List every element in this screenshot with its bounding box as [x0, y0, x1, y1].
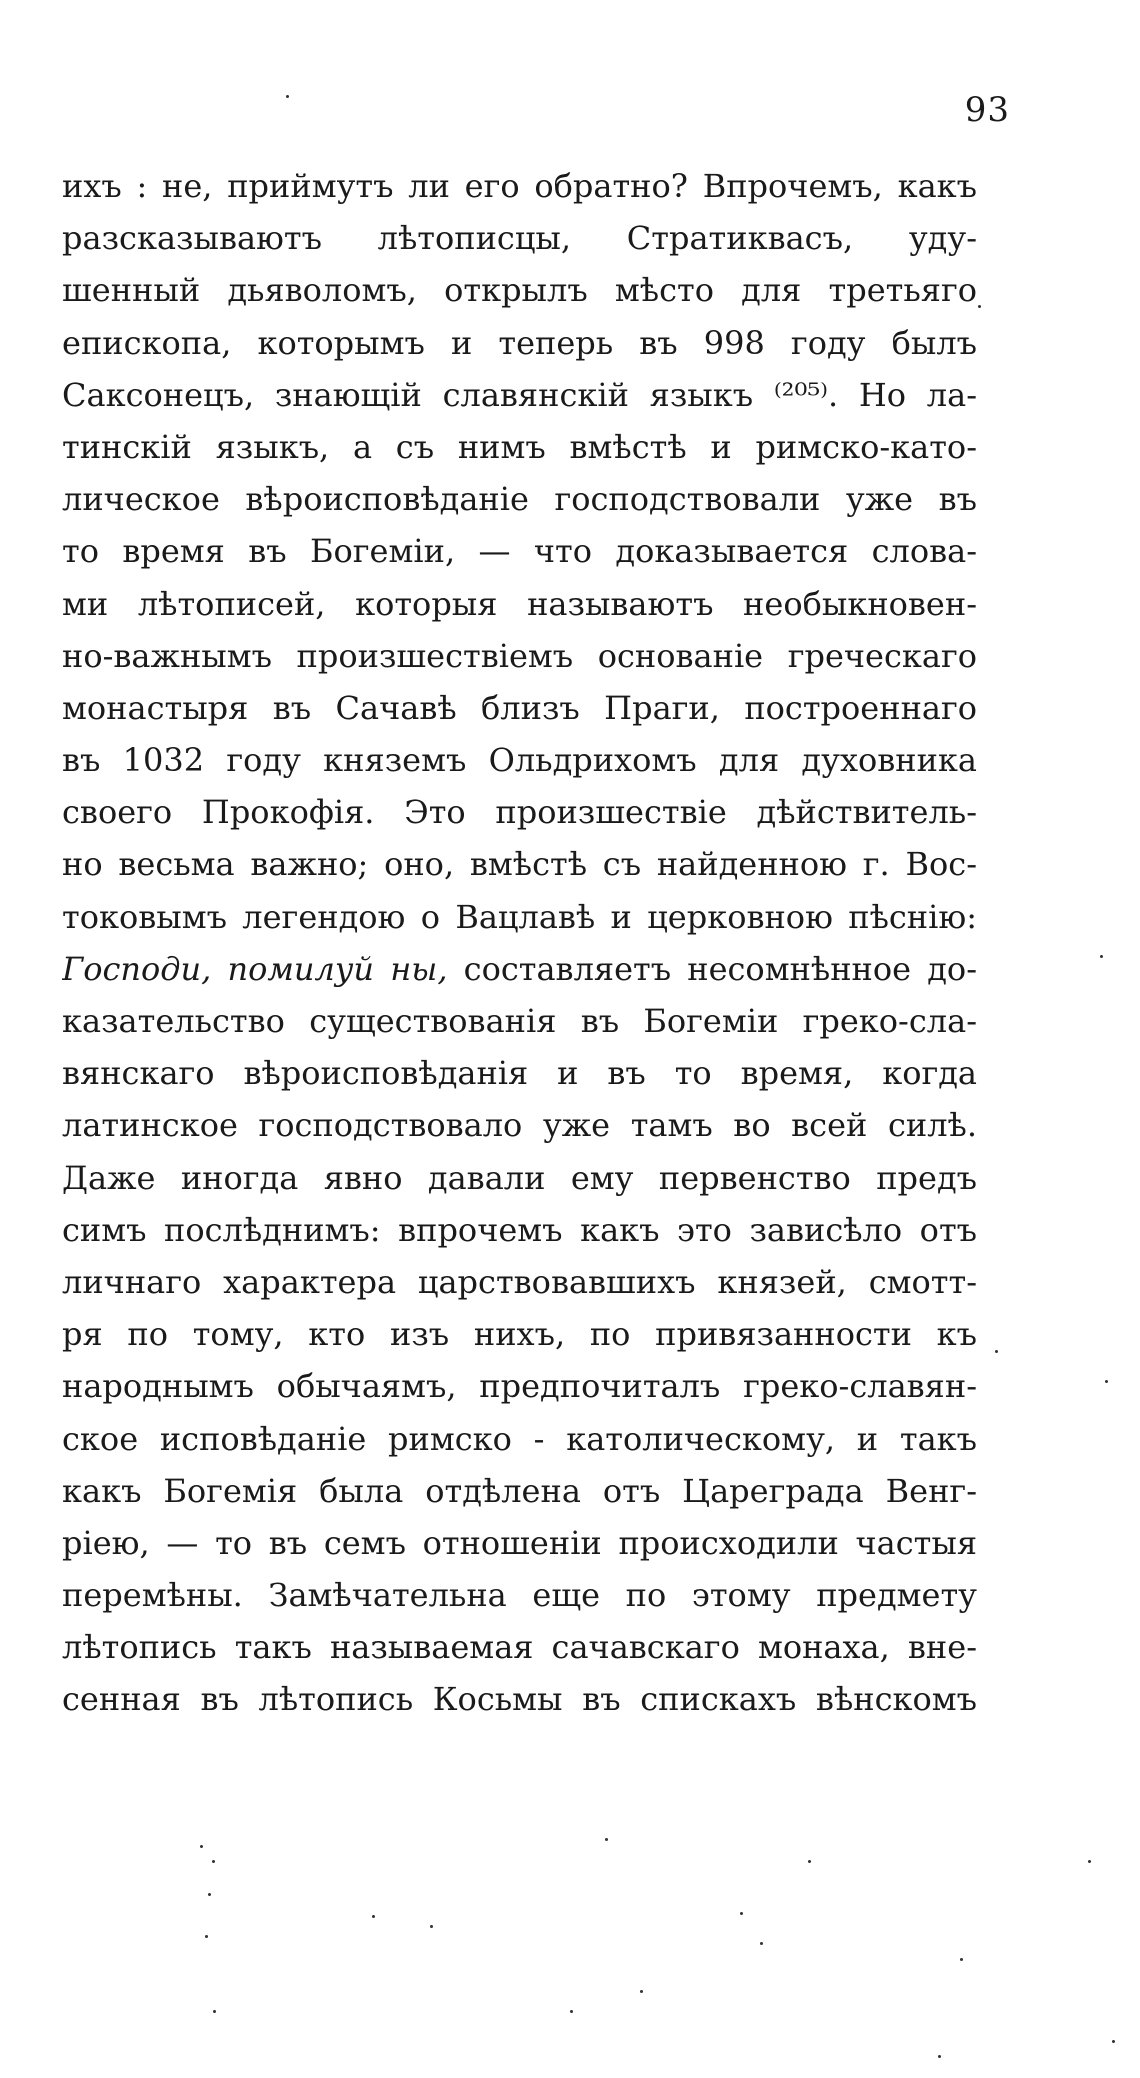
scan-speck [1100, 955, 1103, 958]
text-line: какъ Богемія была отдѣлена отъ Цареграда Венг- [62, 1471, 977, 1510]
text-line: шенный дьяволомъ, открылъ мѣсто для третьяго [62, 271, 977, 310]
scan-speck [978, 305, 981, 308]
scan-speck [372, 1915, 375, 1918]
text-line-rest: составляетъ несомнѣнное до- [447, 949, 977, 988]
scan-speck [1112, 2040, 1115, 2043]
body-text [62, 160, 977, 1726]
scan-speck [200, 1845, 203, 1848]
text-line: ря по тому, кто изъ нихъ, по привязанности къ [62, 1315, 977, 1354]
scan-speck [205, 1935, 208, 1938]
text-line: вянскаго вѣроисповѣданія и въ то время, когда [62, 1054, 977, 1093]
text-line: токовымъ легендою о Вацлавѣ и церковною пѣснію: [62, 897, 977, 936]
text-line: перемѣны. Замѣчательна еще по этому предмету [62, 1576, 977, 1615]
text-line: Даже иногда явно давали ему первенство предъ [62, 1158, 977, 1197]
text-line: Саксонецъ, знающій славянскій языкъ ⁽²⁰⁵⁾. Но ла- [62, 375, 977, 414]
scan-speck [605, 1838, 608, 1841]
scan-speck [760, 1942, 763, 1945]
scan-speck [995, 1350, 998, 1353]
page-number: 93 [964, 90, 1010, 130]
text-line: монастыря въ Сачавѣ близъ Праги, построеннаго [62, 688, 977, 727]
scan-speck [430, 1925, 433, 1928]
text-line: лическое вѣроисповѣданіе господствовали уже въ [62, 480, 977, 519]
scan-speck [960, 1958, 963, 1961]
text-line: казательство существованія въ Богеміи греко-сла- [62, 1002, 977, 1040]
italic-phrase: Господи, помилуй ны, [62, 949, 448, 988]
text-line: народнымъ обычаямъ, предпочиталъ греко-славян- [62, 1367, 977, 1406]
text-line: но весьма важно; оно, вмѣстѣ съ найденною г. Вос- [62, 845, 977, 884]
scan-speck [1088, 1860, 1091, 1863]
text-line: разсказываютъ лѣтописцы, Стратиквасъ, уду- [62, 219, 977, 258]
text-line-with-italic [62, 943, 977, 995]
scan-speck [208, 1893, 211, 1896]
text-line: симъ послѣднимъ: впрочемъ какъ это зависѣло отъ [62, 1210, 977, 1249]
text-line: сенная въ лѣтопись Косьмы въ спискахъ вѣнскомъ [62, 1680, 977, 1719]
text-line: своего Прокофія. Это произшествіе дѣйствитель- [62, 793, 977, 832]
text-line: ріею, — то въ семъ отношеніи происходили частыя [62, 1523, 977, 1562]
text-line: но-важнымъ произшествіемъ основаніе греческаго [62, 636, 977, 675]
text-line: то время въ Богеміи, — что доказывается слова- [62, 532, 977, 571]
scan-speck [570, 2010, 573, 2013]
scan-speck [1105, 1380, 1108, 1383]
scan-speck [213, 2010, 216, 2013]
scan-speck [740, 1912, 743, 1915]
text-line: тинскій языкъ, а съ нимъ вмѣстѣ и римско-като- [62, 427, 977, 466]
text-line: епископа, которымъ и теперь въ 998 году былъ [62, 323, 977, 362]
scan-speck [938, 2055, 941, 2058]
text-line: въ 1032 году княземъ Ольдрихомъ для духовника [62, 741, 977, 780]
scan-speck [640, 1990, 643, 1993]
text-line: латинское господствовало уже тамъ во всей силѣ. [62, 1106, 977, 1145]
scan-speck [808, 1860, 811, 1863]
text-line: ми лѣтописей, которыя называютъ необыкновен- [62, 584, 977, 623]
scan-speck [286, 95, 289, 98]
text-line: ское исповѣданіе римско - католическому, и такъ [62, 1419, 977, 1458]
scan-speck [212, 1860, 215, 1863]
text-line: личнаго характера царствовавшихъ князей, смотт- [62, 1262, 977, 1301]
text-line: лѣтопись такъ называемая сачавскаго монаха, вне- [62, 1628, 977, 1667]
text-line: ихъ : не, приймутъ ли его обратно? Впрочемъ, какъ [62, 167, 977, 205]
